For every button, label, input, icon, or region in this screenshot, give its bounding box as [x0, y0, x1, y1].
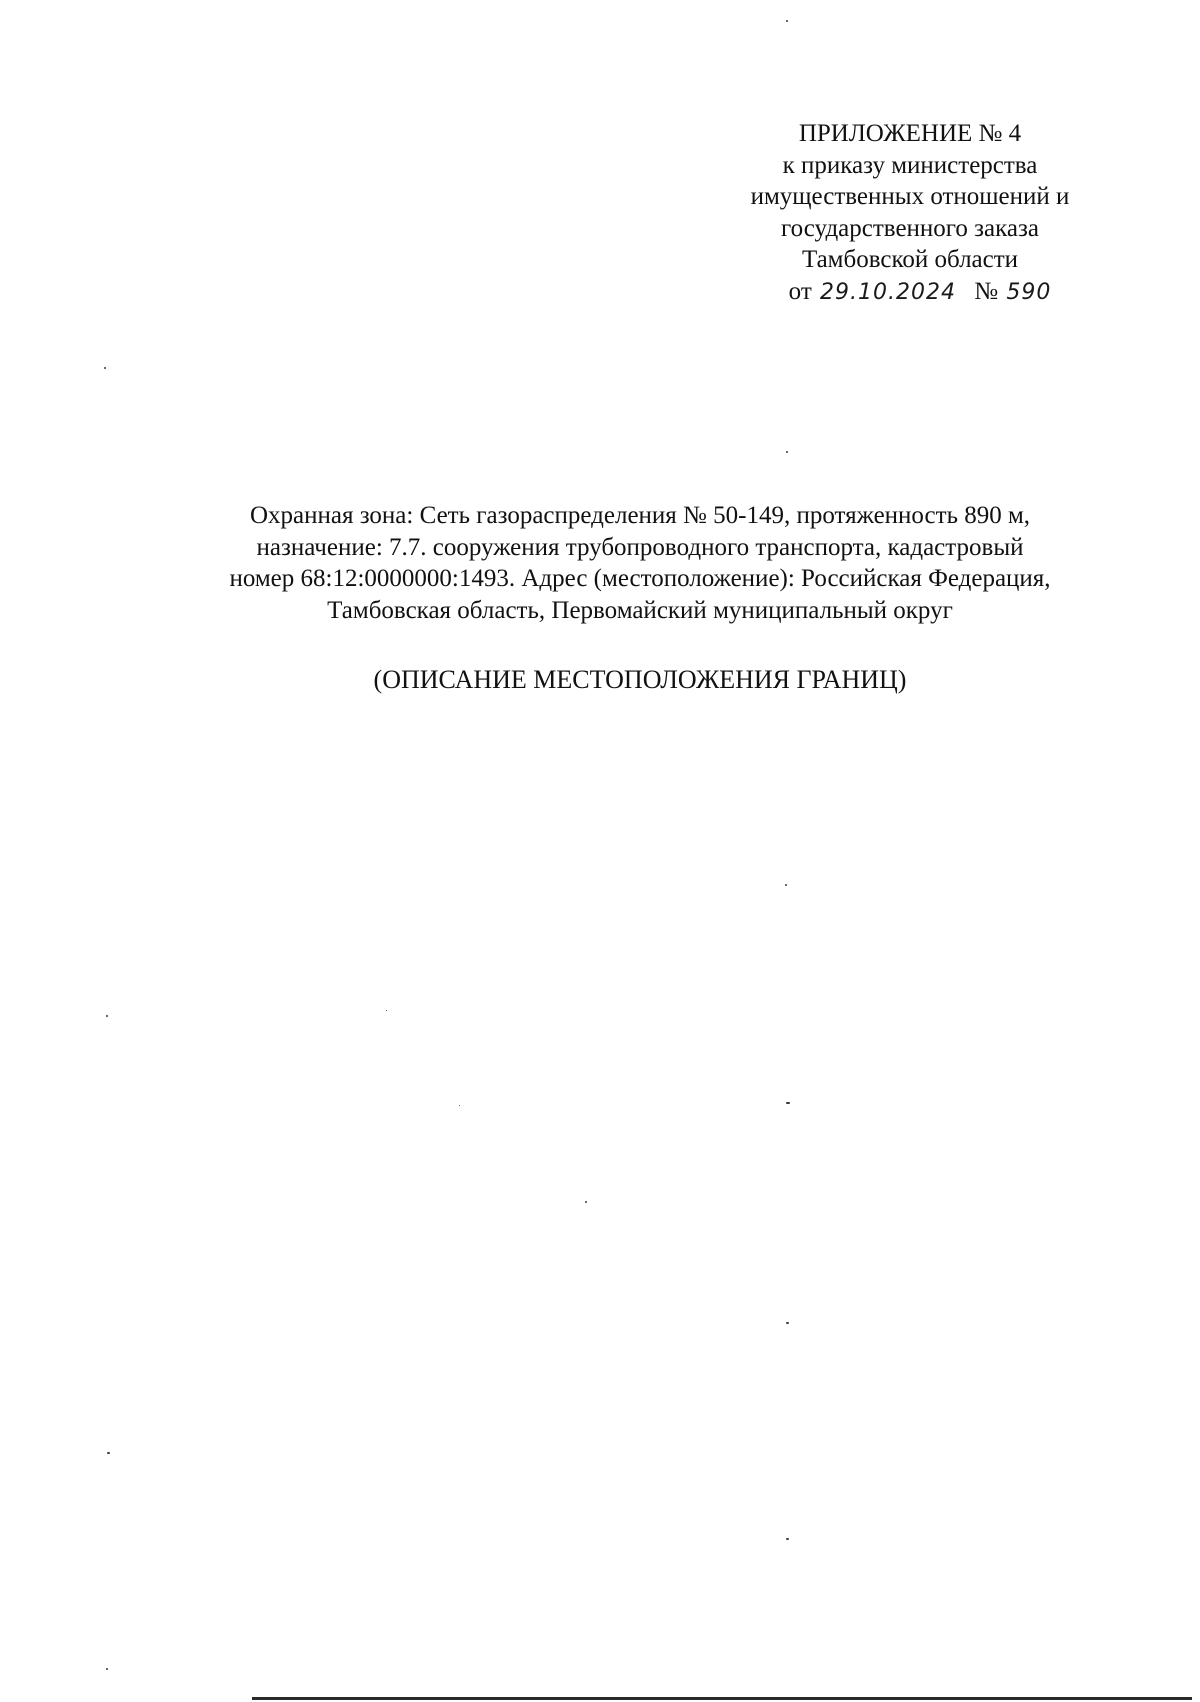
appendix-order-line-3: государственного заказа — [781, 214, 1039, 242]
scan-speck — [786, 451, 788, 453]
zone-description-line-4: Тамбовская область, Первомайский муниципальный округ — [327, 596, 953, 624]
number-prefix: № — [974, 277, 999, 305]
scan-speck — [585, 1201, 587, 1203]
scan-speck — [104, 367, 106, 369]
scan-speck — [786, 1102, 790, 1104]
appendix-date-number-line — [700, 276, 1120, 309]
scan-bottom-edge — [252, 1697, 1192, 1700]
protection-zone-description — [150, 500, 1130, 626]
scan-speck — [459, 1105, 460, 1106]
section-title: (ОПИСАНИЕ МЕСТОПОЛОЖЕНИЯ ГРАНИЦ) — [373, 665, 907, 694]
appendix-order-line-2: имущественных отношений и — [750, 183, 1070, 210]
scan-speck — [106, 1015, 108, 1017]
scan-speck — [786, 1538, 789, 1540]
appendix-header — [700, 118, 1120, 308]
zone-description-line-1: Охранная зона: Сеть газораспределения № 50-149, протяженность 890 м, — [249, 502, 1031, 529]
date-prefix: от — [788, 277, 812, 305]
appendix-order-line-1: к приказу министерства — [782, 151, 1038, 179]
scan-speck — [786, 20, 788, 22]
scan-speck — [386, 1010, 387, 1011]
scan-speck — [106, 1668, 108, 1670]
handwritten-number: 590 — [1006, 279, 1052, 305]
scan-speck — [785, 884, 787, 886]
handwritten-date: 29.10.2024 — [820, 279, 956, 305]
appendix-order-line-4: Тамбовской области — [801, 246, 1019, 273]
zone-description-line-2: назначение: 7.7. сооружения трубопроводного транспорта, кадастровый — [256, 533, 1024, 561]
scan-speck — [107, 1452, 110, 1454]
appendix-title: ПРИЛОЖЕНИЕ № 4 — [798, 120, 1022, 147]
zone-description-line-3: номер 68:12:0000000:1493. Адрес (местоположение): Российская Федерация, — [229, 565, 1051, 592]
scan-speck — [786, 1322, 789, 1324]
